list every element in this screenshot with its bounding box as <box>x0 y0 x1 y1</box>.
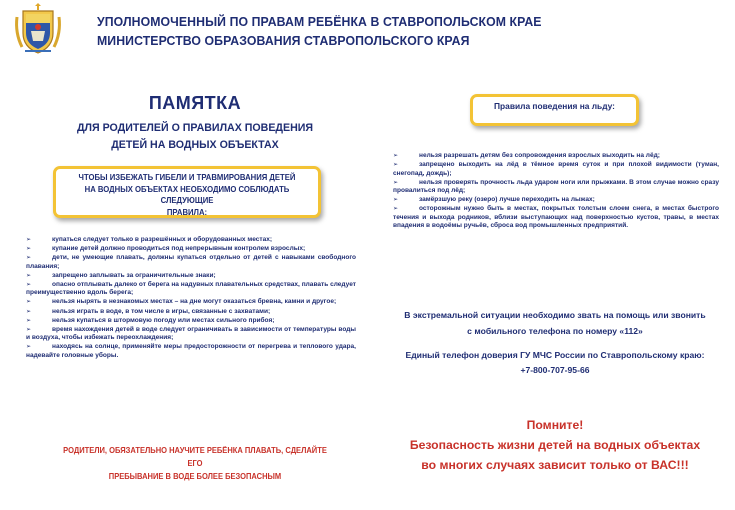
list-item <box>393 196 719 205</box>
memo-subtitle-line2: ДЕТЕЙ НА ВОДНЫХ ОБЪЕКТАХ <box>111 139 279 151</box>
list-item <box>26 245 356 254</box>
ice-rules-list <box>393 152 719 231</box>
list-item <box>26 308 356 317</box>
remember-notice <box>385 415 725 475</box>
remember-line2: Безопасность жизни детей на водных объектах <box>409 438 701 452</box>
ice-rule-text: осторожным нужно быть в местах, покрытых толстым слоем снега, в местах быстрого течения и выхода родников, вблизи выступающих над поверхностью кустов, травы, в местах впадения в водоёмы ручьёв, сброса вод промышленных предприятий. <box>393 205 719 230</box>
arrow-bullet-icon: ➢ <box>26 237 32 243</box>
arrow-bullet-icon: ➢ <box>26 317 32 324</box>
hotline-phone: +7-800-707-95-66 <box>520 365 590 375</box>
list-item <box>393 179 719 196</box>
list-item <box>26 326 356 343</box>
arrow-bullet-icon: ➢ <box>26 326 32 333</box>
memo-title: ПАМЯТКА <box>148 93 242 113</box>
memo-subtitle <box>48 120 343 154</box>
emergency-line2: с мобильного телефона по номеру «112» <box>467 326 643 336</box>
list-item <box>26 254 356 271</box>
list-item <box>26 317 356 326</box>
emergency-instructions <box>390 307 720 339</box>
intro-line2: НА ВОДНЫХ ОБЪЕКТАХ НЕОБХОДИМО СОБЛЮДАТЬ СЛЕДУЮЩИЕ <box>84 183 290 205</box>
ice-rule-text: нельзя проверять прочность льда ударом ноги или прыжками. В этом случае можно сразу провалиться под лёд; <box>393 178 719 195</box>
parents-warning <box>57 444 333 483</box>
list-item <box>26 343 356 360</box>
water-rule-text: время нахождения детей в воде следует ограничивать в зависимости от температуры воды и воздуха, чтобы избежать переохлаждения; <box>26 325 356 342</box>
ice-rule-text: замёрзшую реку (озеро) лучше переходить на лыжах; <box>419 196 595 204</box>
arrow-bullet-icon: ➢ <box>26 246 32 253</box>
hotline-block <box>390 348 720 378</box>
intro-line1: ЧТОБЫ ИЗБЕЖАТЬ ГИБЕЛИ И ТРАВМИРОВАНИЯ ДЕТЕЙ <box>78 172 296 182</box>
list-item <box>393 161 719 178</box>
water-rule-text: нельзя играть в воде, в том числе в игры, связанные с захватами; <box>52 307 271 315</box>
arrow-bullet-icon: ➢ <box>26 344 32 351</box>
list-item <box>26 281 356 298</box>
water-rule-text: купаться следует только в разрешённых и оборудованных местах; <box>52 236 273 243</box>
water-rules-list <box>26 236 356 361</box>
arrow-bullet-icon: ➢ <box>393 179 399 186</box>
ice-rule-text: нельзя разрешать детям без сопровождения взрослых выходить на лёд; <box>419 152 660 159</box>
arrow-bullet-icon: ➢ <box>26 281 32 288</box>
arrow-bullet-icon: ➢ <box>393 197 399 204</box>
header-line-ministry: МИНИСТЕРСТВО ОБРАЗОВАНИЯ СТАВРОПОЛЬСКОГО КРАЯ <box>97 33 470 48</box>
remember-line3: во многих случаях зависит только от ВАС!!! <box>421 458 689 472</box>
arrow-bullet-icon: ➢ <box>393 162 399 169</box>
water-rule-text: нельзя купаться в штормовую погоду или местах сильного прибоя; <box>52 316 275 324</box>
arrow-bullet-icon: ➢ <box>26 308 32 315</box>
intro-line3: ПРАВИЛА: <box>166 206 208 217</box>
arrow-bullet-icon: ➢ <box>26 272 32 279</box>
emergency-line1: В экстремальной ситуации необходимо звать на помощь или звонить <box>404 310 706 320</box>
water-rule-text: дети, не умеющие плавать, должны купаться отдельно от детей с навыками свободного плавания; <box>26 254 356 270</box>
water-rule-text: опасно отплывать далеко от берега на надувных плавательных средствах, плавать следует преимущественно вдоль берега; <box>26 280 356 297</box>
intro-box-text <box>68 172 305 218</box>
header <box>97 12 697 50</box>
arrow-bullet-icon: ➢ <box>26 299 32 306</box>
parents-warning-line2: ПРЕБЫВАНИЕ В ВОДЕ БОЛЕЕ БЕЗОПАСНЫМ <box>108 472 282 481</box>
list-item <box>26 298 356 307</box>
water-rule-text: запрещено заплывать за ограничительные знаки; <box>52 271 216 279</box>
ice-rules-title: Правила поведения на льду: <box>494 101 615 111</box>
remember-title: Помните! <box>526 418 584 432</box>
parents-warning-line1: РОДИТЕЛИ, ОБЯЗАТЕЛЬНО НАУЧИТЕ РЕБЁНКА ПЛАВАТЬ, СДЕЛАЙТЕ ЕГО <box>63 446 327 468</box>
ice-rule-text: запрещено выходить на лёд в тёмное время суток и при плохой видимости (туман, снегопад, дождь); <box>393 161 719 177</box>
water-rule-text: купание детей должно проводиться под непрерывным контролем взрослых; <box>52 245 306 253</box>
list-item <box>26 272 356 281</box>
arrow-bullet-icon: ➢ <box>393 206 399 213</box>
list-item <box>26 236 356 245</box>
memo-subtitle-line1: ДЛЯ РОДИТЕЛЕЙ О ПРАВИЛАХ ПОВЕДЕНИЯ <box>76 122 314 134</box>
arrow-bullet-icon: ➢ <box>26 255 32 262</box>
list-item <box>393 152 719 161</box>
list-item <box>393 205 719 231</box>
water-rule-text: нельзя нырять в незнакомых местах – на дне могут оказаться бревна, камни и другое; <box>52 298 337 306</box>
hotline-label: Единый телефон доверия ГУ МЧС России по Ставропольскому краю: <box>405 350 705 360</box>
water-rule-text: находясь на солнце, применяйте меры предосторожности от перегрева и теплового удара, надевайте головные уборы. <box>26 343 356 359</box>
header-line-ombudsman: УПОЛНОМОЧЕННЫЙ ПО ПРАВАМ РЕБЁНКА В СТАВРОПОЛЬСКОМ КРАЕ <box>97 14 542 29</box>
arrow-bullet-icon: ➢ <box>393 153 399 159</box>
coat-of-arms-emblem <box>13 3 63 55</box>
